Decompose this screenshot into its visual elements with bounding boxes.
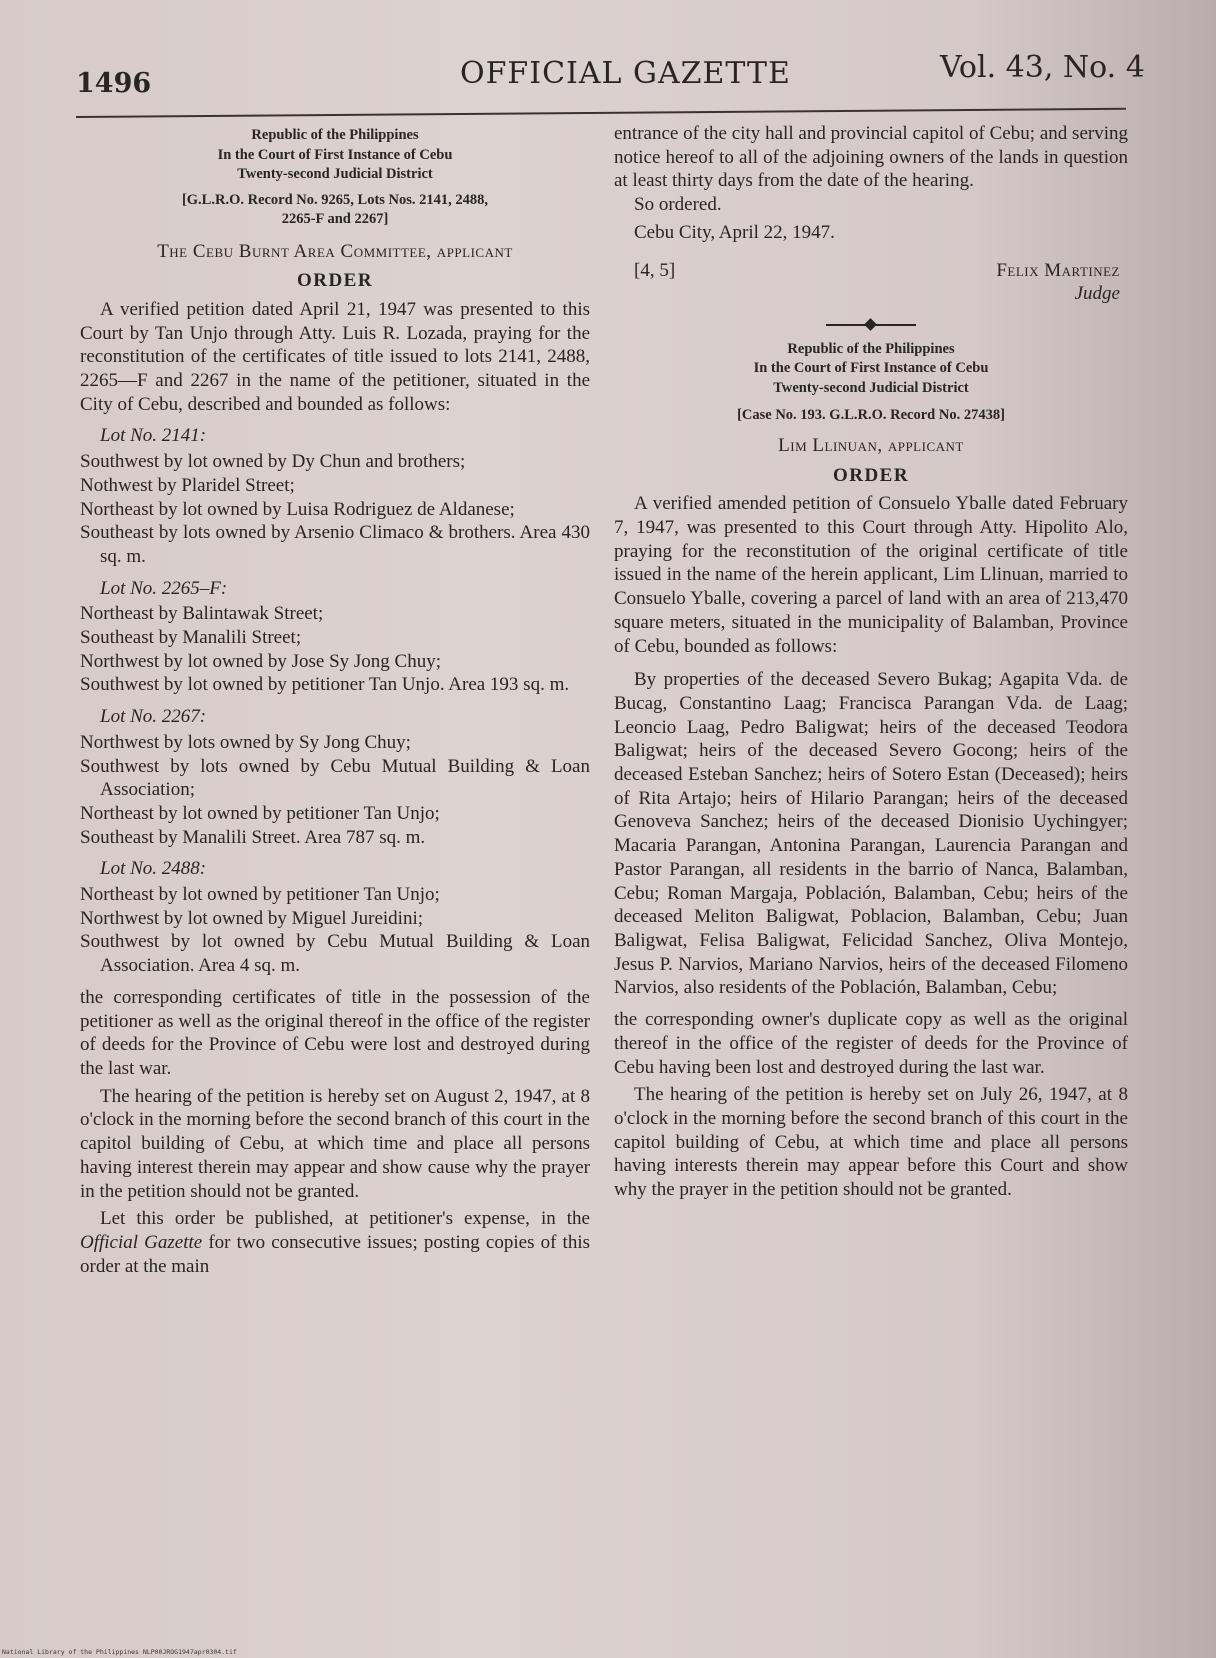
caption-line: Republic of the Philippines [251, 127, 419, 143]
gazette-name: Official Gazette [80, 1231, 203, 1253]
lot-boundary: Northeast by lot owned by petitioner Tan Unjo; [80, 802, 440, 824]
petition-intro: A verified petition dated April 21, 1947 was presented to this Court by Tan Unjo through Atty. Luis R. Lozada, praying for the reconstitution of the certificates of title issued to lots 2141, 2488, 2265—F and 2267 in the name of the petitioner, situated in the City of Cebu, described and bounded as follows: [80, 298, 590, 415]
judge-signature [996, 259, 1120, 306]
applicant-name: Lim Llinuan, applicant [778, 434, 964, 456]
lot-label: Lot No. 2141: [100, 425, 207, 447]
publication-paragraph [80, 1207, 590, 1278]
scan-source-footer: National Library of the Philippines NLP00JROG1947apr0304.tif [2, 1648, 237, 1656]
lot-boundary: Northwest by lot owned by Jose Sy Jong Chuy; [80, 650, 441, 672]
signature-block [614, 259, 1128, 306]
lot-boundary: Southwest by lots owned by Cebu Mutual Building & Loan Association; [80, 755, 590, 801]
hearing-paragraph: The hearing of the petition is hereby set on August 2, 1947, at 8 o'clock in the morning before the second branch of this court in the capitol building of Cebu, at which time and place all persons having interest therein may appear and show cause why the prayer in the petition should not be granted. [80, 1085, 590, 1202]
loss-statement: the corresponding certificates of title in the possession of the petitioner as well as the original thereof in the office of the register of deeds for the Province of Cebu were lost and destroyed during the last war. [80, 986, 590, 1079]
so-ordered: So ordered. [634, 194, 722, 216]
court-caption-1 [80, 126, 590, 230]
continued-text: entrance of the city hall and provincial capitol of Cebu; and serving notice hereof to all of the adjoining owners of the lands in question at least thirty days from the date of the hearing. [614, 123, 1128, 192]
page-header [0, 44, 1216, 104]
order-heading: ORDER [832, 464, 910, 486]
lot-boundary: Southwest by lot owned by Dy Chun and brothers; [80, 451, 466, 473]
court-caption-2 [614, 340, 1128, 426]
lot-boundary: Northeast by lot owned by Luisa Rodriguez de Aldanese; [80, 498, 515, 520]
section-divider [826, 320, 916, 330]
lot-label: Lot No. 2267: [100, 706, 207, 728]
lot-boundary: Northeast by lot owned by petitioner Tan Unjo; [80, 884, 440, 906]
lot-label: Lot No. 2488: [100, 858, 207, 880]
applicant-name: The Cebu Burnt Area Committee, applicant [157, 240, 513, 262]
lot-boundary: Southeast by Manalili Street. Area 787 sq. m. [80, 826, 426, 848]
lot-boundary: Southwest by lot owned by petitioner Tan Unjo. Area 193 sq. m. [80, 674, 570, 696]
caption-line: In the Court of First Instance of Cebu [753, 360, 989, 377]
page-number: 1496 [76, 68, 152, 99]
lot-boundary: Northwest by lots owned by Sy Jong Chuy; [80, 731, 411, 753]
caption-line: Twenty-second Judicial District [773, 379, 969, 396]
right-column [614, 122, 1128, 1202]
judge-name: Felix Martinez [996, 259, 1120, 281]
hearing-paragraph: The hearing of the petition is hereby set on July 26, 1947, at 8 o'clock in the morning before the second branch of this court in the capitol building of Cebu, at which time and place all persons having interests therein may appear before this Court and show why the prayer in the petition should not be granted. [614, 1084, 1128, 1201]
caption-line: In the Court of First Instance of Cebu [217, 146, 453, 163]
left-column [80, 126, 590, 1278]
order-date: Cebu City, April 22, 1947. [634, 221, 835, 243]
judge-title: Judge [1074, 283, 1120, 305]
volume-number: Vol. 43, No. 4 [940, 50, 1145, 85]
divider-diamond [864, 318, 877, 331]
lot-boundary: Southwest by lot owned by Cebu Mutual Building & Loan Association. Area 4 sq. m. [80, 931, 590, 977]
lot-label: Lot No. 2265–F: [100, 577, 228, 599]
lot-boundary: Northwest by lot owned by Miguel Jureidini; [80, 907, 424, 929]
lot-boundary: Nothwest by Plaridel Street; [80, 474, 295, 496]
loss-statement: the corresponding owner's duplicate copy as well as the original thereof in the office of the register of deeds for the Province of Cebu having been lost and destroyed during the last war. [614, 1009, 1128, 1078]
order-heading: ORDER [296, 270, 374, 292]
caption-line: 2265-F and 2267] [281, 211, 389, 227]
lot-boundary: Southeast by lots owned by Arsenio Climaco & brothers. Area 430 sq. m. [80, 522, 590, 567]
publication-text: Let this order be published, at petitioner's expense, in the [100, 1208, 590, 1230]
caption-line: Twenty-second Judicial District [237, 166, 433, 182]
caption-line: Republic of the Philippines [787, 340, 955, 357]
issue-numbers: [4, 5] [634, 259, 676, 281]
gazette-title: OFFICIAL GAZETTE [460, 56, 791, 91]
petition-intro: A verified amended petition of Consuelo Yballe dated February 7, 1947, was presented to this Court through Atty. Hipolito Alo, praying for the reconstitution of the original certificate of title issued in the name of the herein applicant, Lim Llinuan, married to Consuelo Yballe, covering a parcel of land with an area of 213,470 square meters, situated in the municipality of Balamban, Province of Cebu, bounded as follows: [614, 493, 1128, 657]
publication-text: for two consecutive issues; posting copies of this order at the main [80, 1231, 590, 1277]
caption-line: [G.L.R.O. Record No. 9265, Lots Nos. 2141, 2488, [181, 191, 489, 208]
lot-boundary: Northeast by Balintawak Street; [80, 603, 324, 625]
land-boundaries: By properties of the deceased Severo Bukag; Agapita Vda. de Bucag, Constantino Laag; Francisca Parangan Vda. de Laag; Leoncio Laag, Pedro Baligwat; heirs of the deceased Teodora Baligwat; heirs of the deceased Severo Gocong; heirs of the deceased Esteban Sanchez; heirs of Sotero Estan (Deceased); heirs of Rita Artajo; heirs of Hilario Parangan; heirs of the deceased Genoveva Sanchez; heirs of the deceased Dionisio Uychingyer; Macaria Parangan, Antonina Parangan, Laurencia Parangan and Pastor Parangan, all residents in the barrio of Nanca, Balamban, Cebu; Roman Margaja, Población, Balamban, Cebu; heirs of the deceased Meliton Baligwat, Poblacion, Balamban, Cebu; Juan Baligwat, Felisa Baligwat, Felicidad Sanchez, Oliva Montejo, Jesus P. Narvios, Mariano Narvios, heirs of the deceased Filomeno Narvios, also residents of the Población, Balamban, Cebu; [614, 669, 1128, 999]
header-rule [76, 108, 1126, 118]
caption-line: [Case No. 193. G.L.R.O. Record No. 27438] [737, 407, 1005, 424]
lot-boundary: Southeast by Manalili Street; [80, 627, 302, 649]
